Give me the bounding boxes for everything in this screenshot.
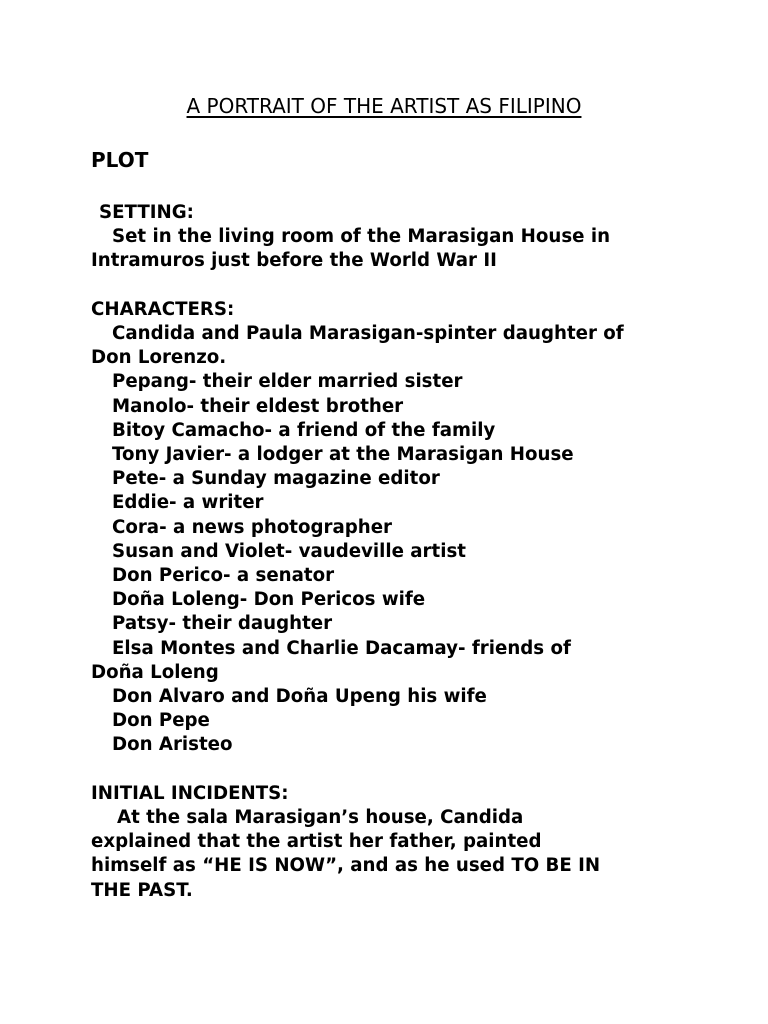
- incident-line: At the sala Marasigan’s house, Candida: [117, 807, 524, 829]
- plot-heading: PLOT: [91, 148, 149, 172]
- document-body: [91, 201, 711, 903]
- characters-heading: CHARACTERS:: [91, 298, 235, 320]
- blank-line: [91, 758, 711, 782]
- character-line: Susan and Violet- vaudeville artist: [112, 540, 466, 562]
- character-line: Pepang- their elder married sister: [112, 371, 463, 393]
- incident-line: THE PAST.: [91, 879, 193, 901]
- character-line: Pete- a Sunday magazine editor: [112, 468, 440, 490]
- character-line: Don Aristeo: [112, 734, 233, 756]
- character-line: Don Perico- a senator: [112, 565, 335, 587]
- character-line: Don Pepe: [112, 710, 210, 732]
- character-line: Bitoy Camacho- a friend of the family: [112, 419, 496, 441]
- character-line: Patsy- their daughter: [112, 613, 333, 635]
- character-line: Don Lorenzo.: [91, 347, 227, 369]
- character-line: Candida and Paula Marasigan-spinter daughter of: [112, 323, 624, 344]
- blank-line: [91, 274, 711, 298]
- initial-incidents-heading: INITIAL INCIDENTS:: [91, 782, 289, 804]
- setting-line-2: Intramuros just before the World War II: [91, 250, 497, 272]
- character-line: Don Alvaro and Doña Upeng his wife: [112, 686, 487, 708]
- character-line: Eddie- a writer: [112, 492, 264, 514]
- character-line: Elsa Montes and Charlie Dacamay- friends of: [112, 637, 571, 659]
- setting-heading: SETTING:: [99, 202, 194, 223]
- character-line: Manolo- their eldest brother: [112, 395, 404, 417]
- document-title: A PORTRAIT OF THE ARTIST AS FILIPINO: [186, 94, 582, 118]
- character-line: Doña Loleng: [91, 661, 219, 683]
- incident-line: himself as “HE IS NOW”, and as he used TO BE IN: [91, 855, 601, 877]
- character-line: Doña Loleng- Don Pericos wife: [112, 589, 426, 611]
- character-line: Tony Javier- a lodger at the Marasigan House: [112, 444, 574, 466]
- incident-line: explained that the artist her father, painted: [91, 831, 542, 853]
- setting-line-1: Set in the living room of the Marasigan House in: [112, 226, 611, 248]
- character-line: Cora- a news photographer: [112, 516, 392, 538]
